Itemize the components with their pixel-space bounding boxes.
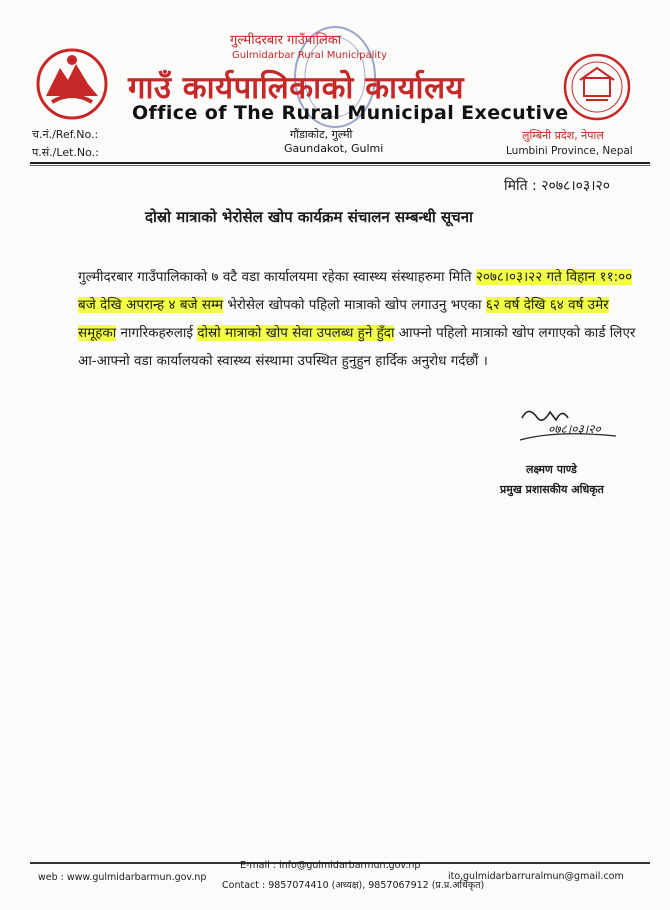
footer-email: E-mail : info@gulmidarbarmun.gov.np bbox=[240, 860, 421, 871]
highlight-age-group: ६२ वर्ष देखि ६४ वर्ष उमेर समूहका bbox=[78, 297, 609, 341]
municipality-name-en: Gulmidarbar Rural Municipality bbox=[232, 50, 387, 61]
province-en: Lumbini Province, Nepal bbox=[506, 145, 633, 157]
highlight-second-dose: दोस्रो मात्राको खोप सेवा उपलब्ध हुने हुँदा bbox=[197, 325, 395, 341]
office-title-np: गाउँ कार्यपालिकाको कार्यालय bbox=[128, 70, 465, 106]
ref-no-label: च.नं./Ref.No.: bbox=[32, 128, 99, 141]
province-seal-icon bbox=[562, 52, 632, 122]
footer-website: web : www.gulmidarbarmun.gov.np bbox=[38, 872, 207, 883]
body-text: आफ्नो पहिलो मात्राको खोप लगाएको कार्ड लिएर आ-आफ्नो वडा कार्यालयको स्वास्थ्य संस्थामा उपस्थित हुनुहुन हार्दिक अनुरोध गर्दछौं । bbox=[78, 325, 636, 369]
notice-subject: दोस्रो मात्राको भेरोसेल खोप कार्यक्रम संचालन सम्बन्धी सूचना bbox=[145, 208, 473, 226]
nepal-emblem-icon bbox=[32, 46, 112, 122]
highlight-date-time: २०७८।०३।२२ गते विहान ११:०० बजे देखि अपरान्ह ४ बजे सम्म bbox=[78, 269, 633, 313]
signatory-name: लक्ष्मण पाण्डे bbox=[526, 463, 577, 476]
body-text: गुल्मीदरबार गाउँपालिकाको ७ वटै वडा कार्यालयमा रहेका स्वास्थ्य संस्थाहरुमा मिति bbox=[78, 269, 476, 285]
office-title-en: Office of The Rural Municipal Executive bbox=[132, 102, 569, 124]
address-en: Gaundakot, Gulmi bbox=[284, 142, 384, 155]
notice-date: मिति : २०७८।०३।२० bbox=[504, 178, 611, 194]
address-np: गौंडाकोट, गुल्मी bbox=[290, 128, 353, 141]
header-divider bbox=[30, 162, 650, 164]
footer-email-2: ito.gulmidarbarruralmun@gmail.com bbox=[448, 871, 624, 882]
header-divider-thin bbox=[30, 165, 650, 166]
body-text: भेरोसेल खोपको पहिलो मात्राको खोप लगाउनु भएका bbox=[223, 297, 486, 313]
signature-date: ०७८।०३।२० bbox=[548, 422, 601, 436]
notice-body bbox=[78, 263, 646, 375]
signatory-title: प्रमुख प्रशासकीय अधिकृत bbox=[500, 483, 604, 496]
province-np: लुम्बिनी प्रदेश, नेपाल bbox=[522, 129, 604, 142]
municipality-name-np: गुल्मीदरबार गाउँपालिका bbox=[230, 33, 342, 48]
footer-contact: Contact : 9857074410 (अध्यक्ष), 9857067912 (प्र.प्र.अधिकृत) bbox=[222, 880, 485, 891]
body-text: नागरिकहरुलाई bbox=[116, 325, 198, 341]
letter-no-label: प.सं./Let.No.: bbox=[32, 146, 99, 159]
